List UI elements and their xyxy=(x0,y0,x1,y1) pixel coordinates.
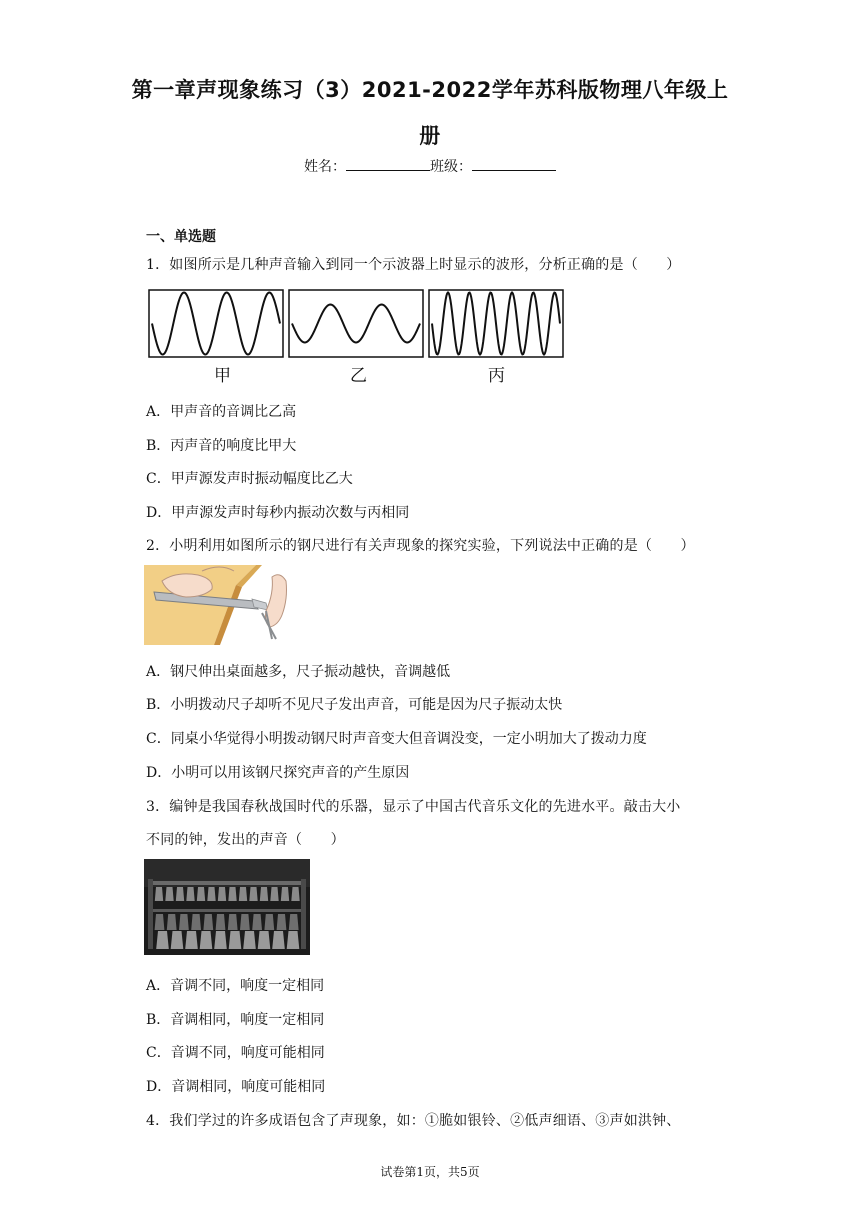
question-2-option-c: C．同桌小华觉得小明拨动钢尺时声音变大但音调没变，一定小明加大了拨动力度 xyxy=(146,731,647,747)
steel-ruler-photo xyxy=(144,565,306,645)
question-2-option-a: A．钢尺伸出桌面越多，尺子振动越快，音调越低 xyxy=(146,664,451,680)
question-1-option-d: D．甲声源发声时每秒内振动次数与丙相同 xyxy=(146,505,410,521)
waveform-jia xyxy=(149,290,283,357)
waveform-yi xyxy=(289,290,423,357)
question-3-option-a: A．音调不同，响度一定相同 xyxy=(146,978,325,994)
name-blank[interactable] xyxy=(346,158,430,171)
section-heading: 一、单选题 xyxy=(146,229,216,245)
question-2-option-b: B．小明拨动尺子却听不见尺子发出声音，可能是因为尺子振动太快 xyxy=(146,697,563,713)
question-4-stem: 4．我们学过的许多成语包含了声现象，如：①脆如银铃、②低声细语、③声如洪钟、 xyxy=(146,1113,681,1129)
question-1-option-b: B．丙声音的响度比甲大 xyxy=(146,438,297,454)
question-3-option-d: D．音调相同，响度可能相同 xyxy=(146,1079,326,1095)
waveform-bing xyxy=(429,290,563,357)
waveform-label-yi: 乙 xyxy=(350,366,367,386)
question-1-stem: 1．如图所示是几种声音输入到同一个示波器上时显示的波形，分析正确的是（ ） xyxy=(146,257,681,273)
question-3-option-b: B．音调相同，响度一定相同 xyxy=(146,1012,325,1028)
name-label: 姓名： xyxy=(304,159,346,175)
chime-bells-photo xyxy=(144,859,310,955)
question-3-option-c: C．音调不同，响度可能相同 xyxy=(146,1045,325,1061)
question-3-stem-line2: 不同的钟，发出的声音（ ） xyxy=(146,832,345,848)
waveform-label-jia: 甲 xyxy=(214,366,231,386)
question-1-option-c: C．甲声源发声时振动幅度比乙大 xyxy=(146,471,353,487)
name-class-line xyxy=(0,156,860,176)
question-2-option-d: D．小明可以用该钢尺探究声音的产生原因 xyxy=(146,765,410,781)
question-2-stem: 2．小明利用如图所示的钢尺进行有关声现象的探究实验，下列说法中正确的是（ ） xyxy=(146,538,695,554)
page-title-line2: 册 xyxy=(419,124,441,148)
class-label: 班级： xyxy=(430,159,472,175)
question-3-stem-line1: 3．编钟是我国春秋战国时代的乐器，显示了中国古代音乐文化的先进水平。敲击大小 xyxy=(146,799,681,815)
question-1-option-a: A．甲声音的音调比乙高 xyxy=(146,404,297,420)
page-title-line1: 第一章声现象练习（3）2021-2022学年苏科版物理八年级上 xyxy=(131,78,729,102)
page-footer: 试卷第1页，共5页 xyxy=(380,1165,480,1179)
class-blank[interactable] xyxy=(472,158,556,171)
waveform-label-bing: 丙 xyxy=(488,366,505,386)
